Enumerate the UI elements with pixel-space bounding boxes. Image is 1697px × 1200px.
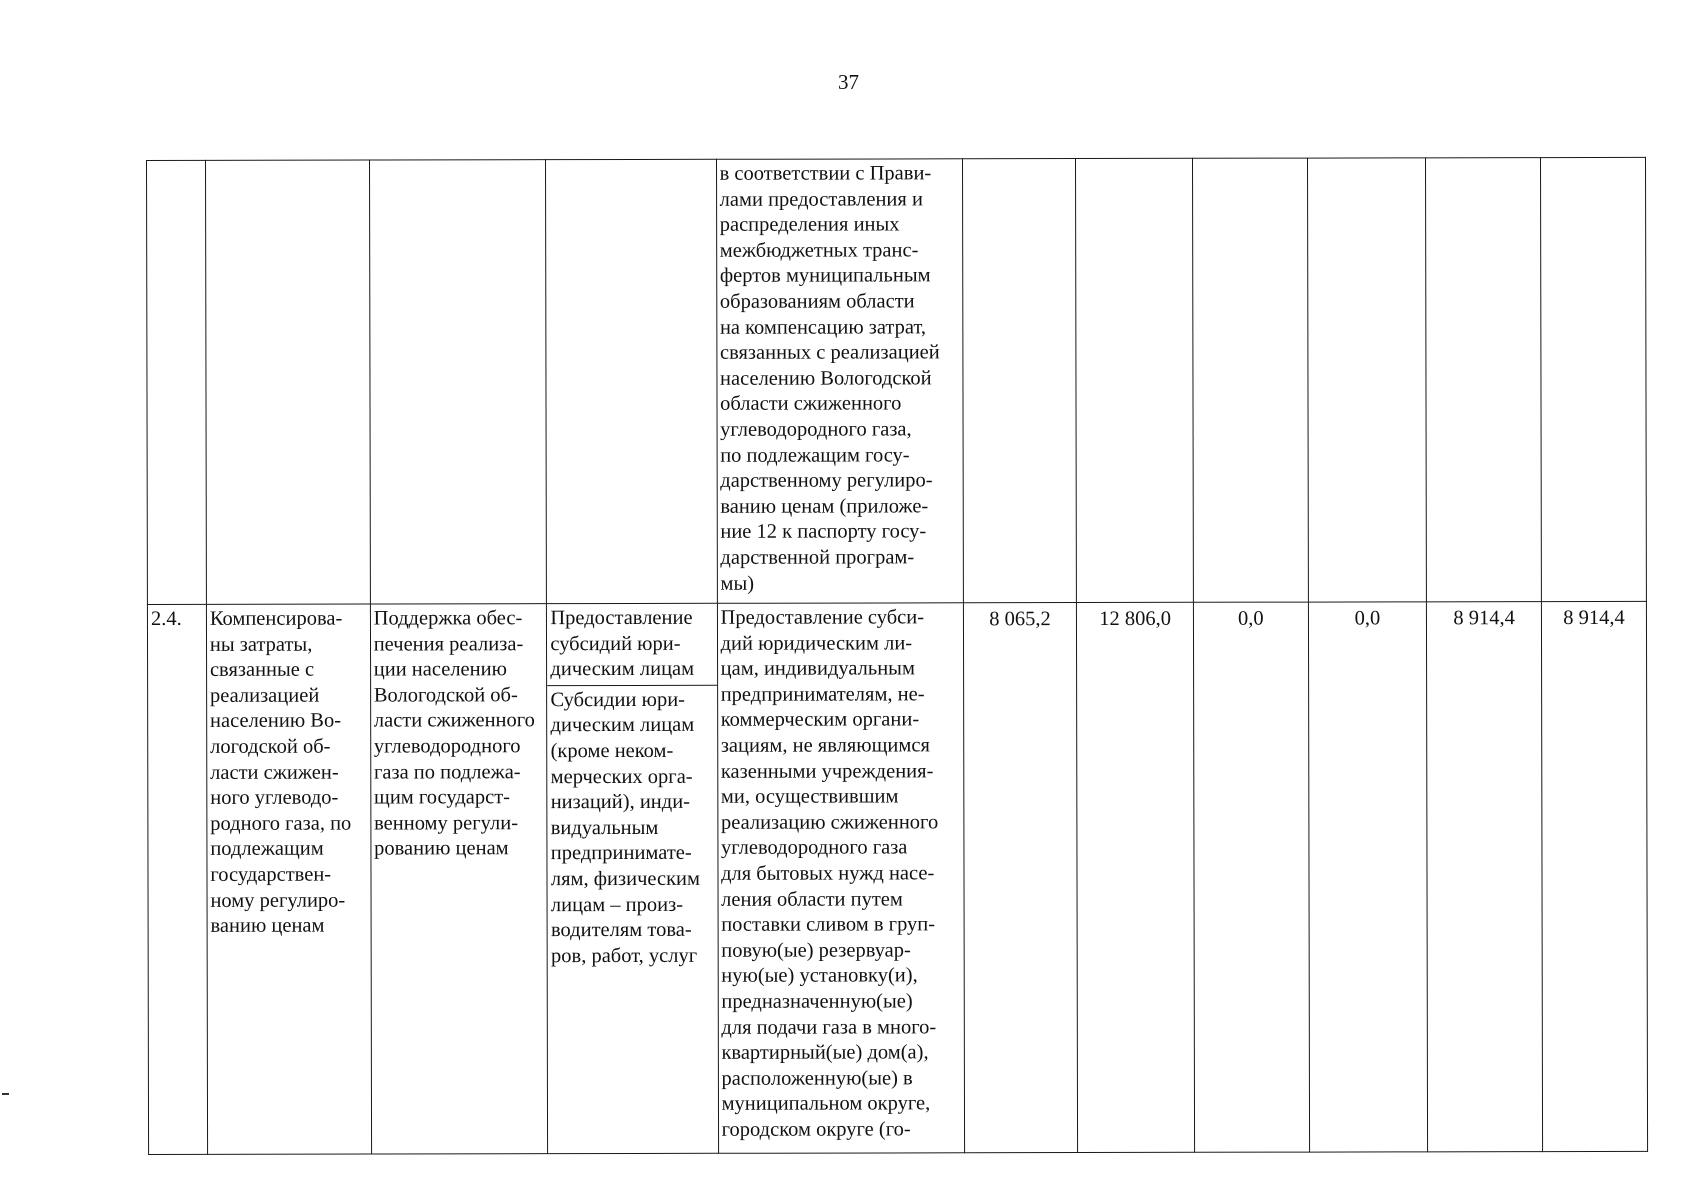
text-line: дарственному регулиро- xyxy=(720,469,933,492)
text-line: ции населению xyxy=(373,658,507,681)
text-line: родного газа, по xyxy=(210,812,352,835)
text-line: ванию ценам (приложе- xyxy=(720,495,929,518)
text-line: лами предоставления и xyxy=(719,187,923,211)
cell-type-empty xyxy=(546,159,717,603)
cell-value-empty xyxy=(1307,158,1427,602)
text-line: Компенсирова- xyxy=(209,607,343,630)
cell-value-2: 12 806,0 xyxy=(1077,602,1195,1152)
cell-description-continuation xyxy=(716,159,963,604)
text-line: предпринимателям, не- xyxy=(720,683,925,706)
text-line: ную(ые) установку(и), xyxy=(721,964,918,988)
cell-value-empty xyxy=(1076,158,1194,602)
text-line: субсидий юри- xyxy=(550,632,681,655)
text-line: связанных с реализацией xyxy=(719,341,940,364)
text-line: Субсидии юри- xyxy=(550,688,686,711)
text-line: населению Вологодской xyxy=(720,367,932,390)
cell-value-empty xyxy=(1426,158,1541,602)
text-line: реализацию сжиженного xyxy=(720,811,939,834)
text-line: области сжиженного xyxy=(720,392,902,416)
text-line: предпринимате- xyxy=(550,842,692,865)
text-line: углеводородного xyxy=(373,735,521,758)
text-line: ного углеводо- xyxy=(210,786,339,810)
cell-value-6: 8 914,4 xyxy=(1541,601,1647,1151)
text-line: рованию ценам xyxy=(374,837,509,860)
text-line: венному регули- xyxy=(374,811,519,835)
text-line: газа по подлежа- xyxy=(373,760,521,784)
text-line: Поддержка обес- xyxy=(373,607,523,630)
text-line: углеводородного газа xyxy=(720,836,908,860)
text-line: зациям, не являющимся xyxy=(720,734,930,757)
text-line: ние 12 к паспорту госу- xyxy=(720,520,927,544)
text-line: мы) xyxy=(720,572,755,595)
text-line: ванию ценам xyxy=(210,914,325,937)
text-line: казенными учреждения- xyxy=(720,759,934,783)
cell-purpose xyxy=(370,604,548,1154)
scan-artifact-mark xyxy=(2,1093,9,1095)
cell-value-empty xyxy=(962,159,1076,603)
text-line: щим государст- xyxy=(374,786,511,809)
text-line: дарственной програм- xyxy=(720,546,915,569)
cell-value-1: 8 065,2 xyxy=(963,603,1078,1153)
text-line: связанные с xyxy=(209,658,315,682)
cell-value-5: 8 914,4 xyxy=(1427,602,1543,1152)
table-row-2-4 xyxy=(147,601,1647,1154)
text-line: распределения иных xyxy=(719,213,900,236)
cell-result-empty xyxy=(205,160,370,604)
cell-value-empty xyxy=(1540,157,1646,601)
text-line: ления области путем xyxy=(721,887,903,911)
text-line: дическим лицам xyxy=(550,714,695,737)
text-line: по подлежащим госу- xyxy=(720,443,910,467)
cell-value-3: 0,0 xyxy=(1193,602,1309,1152)
cell-description xyxy=(717,603,964,1154)
text-line: видуальным xyxy=(550,816,659,839)
cell-support-type xyxy=(547,603,718,1153)
budget-measures-table xyxy=(146,157,1648,1155)
cell-purpose-empty xyxy=(369,160,547,604)
text-line: межбюджетных транс- xyxy=(719,239,919,262)
text-line: в соответствии с Прави- xyxy=(719,162,932,185)
text-line: ному регулиро- xyxy=(210,889,346,912)
support-subtype xyxy=(547,686,717,972)
text-line: ласти сжиженного xyxy=(373,709,535,732)
text-line: населению Во- xyxy=(210,709,342,733)
text-line: коммерческим органи- xyxy=(720,708,920,732)
text-line: Вологодской об- xyxy=(373,684,518,707)
text-line: логодской об- xyxy=(210,735,331,758)
text-line: реализацией xyxy=(209,684,320,707)
text-line: лям, физическим xyxy=(550,867,701,891)
text-line: лицам – произ- xyxy=(550,893,684,916)
text-line: углеводородного газа, xyxy=(720,418,912,441)
text-line: низаций), инди- xyxy=(550,791,691,814)
text-line: печения реализа- xyxy=(373,632,524,656)
text-line: на компенсацию затрат, xyxy=(719,315,927,339)
text-line: городском округе (го- xyxy=(721,1118,911,1141)
text-line: ров, работ, услуг xyxy=(550,944,698,967)
text-line: (кроме неком- xyxy=(550,739,674,763)
cell-value-empty xyxy=(1193,158,1308,602)
table-row-continuation xyxy=(147,157,1647,604)
text-line: квартирный(ые) дом(а), xyxy=(721,1041,929,1064)
text-line: мерческих орга- xyxy=(550,765,693,788)
text-line: ласти сжижен- xyxy=(210,761,339,784)
text-line: подлежащим xyxy=(210,837,324,861)
text-line: для подачи газа в много- xyxy=(721,1015,937,1039)
text-line: повую(ые) резервуар- xyxy=(721,939,911,962)
text-line: ми, осуществившим xyxy=(720,785,899,808)
text-line: цам, индивидуальным xyxy=(720,657,915,680)
cell-result xyxy=(206,604,371,1154)
text-line: Предоставление субси- xyxy=(720,606,925,629)
text-line: поставки сливом в груп- xyxy=(721,913,936,936)
text-line: дическим лицам xyxy=(550,658,695,681)
text-line: Предоставление xyxy=(550,606,693,630)
text-line: предназначенную(ые) xyxy=(721,990,913,1013)
text-line: расположенную(ые) в xyxy=(721,1067,913,1090)
text-line: образованиям области xyxy=(719,290,915,313)
cell-number-empty xyxy=(147,160,207,604)
support-form xyxy=(547,604,716,686)
text-line: водителям това- xyxy=(550,918,692,942)
cell-row-number: 2.4. xyxy=(147,604,207,1154)
page-number: 37 xyxy=(838,70,859,94)
text-line: для бытовых нужд насе- xyxy=(721,862,935,885)
text-line: фертов муниципальным xyxy=(719,264,931,288)
text-line: дий юридическим ли- xyxy=(720,631,913,655)
text-line: муниципальном округе, xyxy=(721,1092,931,1116)
text-line: ны затраты, xyxy=(209,633,313,656)
cell-value-4: 0,0 xyxy=(1308,602,1428,1152)
text-line: государствен- xyxy=(210,863,332,886)
